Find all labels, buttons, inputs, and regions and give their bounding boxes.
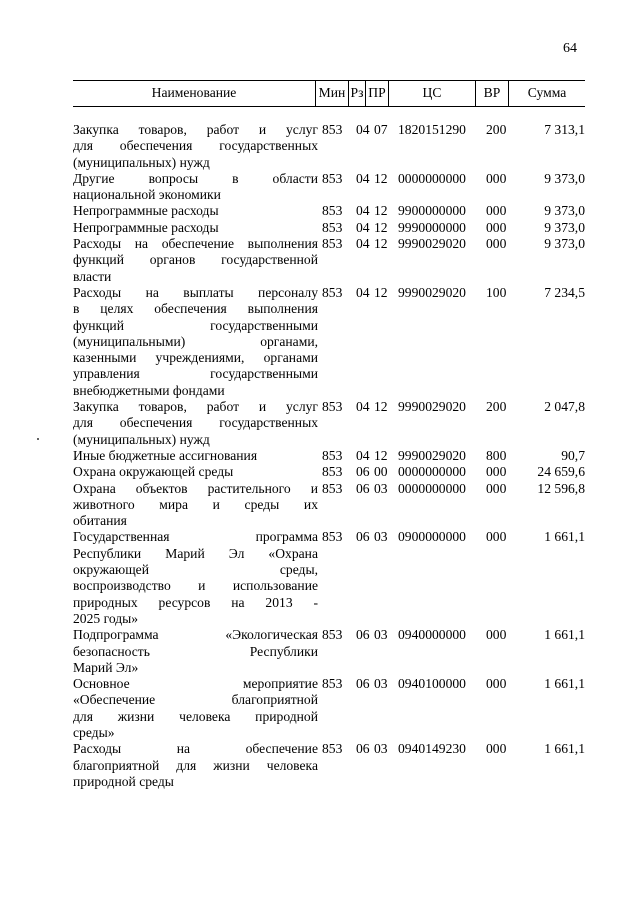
row-pr: 00 [374,464,388,480]
row-cs: 0000000000 [398,464,466,480]
header-vr: ВР [475,81,508,106]
row-name-line: власти [73,268,112,284]
table-row [73,676,585,741]
row-name-line: «Обеспечение благоприятной [73,692,318,708]
row-pr: 07 [374,122,388,137]
row-rz: 04 [356,203,370,219]
row-sum: 2 047,8 [544,399,585,415]
row-name-line: Охрана окружающей среды [73,464,234,480]
table-row [73,464,585,480]
row-pr: 12 [374,284,388,300]
row-name [73,399,318,448]
row-name-line: животного мира и среды их [73,496,318,512]
row-pr: 03 [374,676,388,692]
row-cs: 1820151290 [398,122,466,137]
row-name [73,285,318,399]
row-name-line: Марий Эл» [73,659,139,675]
row-sum: 9 373,0 [544,170,585,186]
row-rz: 04 [356,236,370,252]
row-name-line: воспроизводство и использование [73,578,318,594]
header-name: Наименование [151,85,237,101]
row-sum: 9 373,0 [544,219,585,235]
row-cs: 9990029020 [398,399,466,415]
row-vr: 200 [486,122,507,137]
row-sum: 9 373,0 [544,236,585,252]
row-name-line: управления государственными [73,366,318,382]
row-pr: 03 [374,741,388,757]
row-rz: 06 [356,529,370,545]
table-row [73,741,585,790]
row-sum: 1 661,1 [544,676,585,692]
table-row [73,203,585,219]
row-pr: 03 [374,529,388,545]
row-pr: 12 [374,219,388,235]
row-name-line: благоприятной для жизни человека [73,757,318,773]
row-name-line: функций органов государственной [73,252,318,268]
row-rz: 06 [356,741,370,757]
row-pr: 03 [374,627,388,643]
row-vr: 000 [486,219,507,235]
row-cs: 0940100000 [398,676,466,692]
table-header [73,80,585,107]
row-name [73,464,318,480]
row-cs: 0000000000 [398,170,466,186]
row-vr: 000 [486,480,507,496]
row-min: 853 [322,122,343,137]
row-cs: 9990029020 [398,447,466,463]
row-min: 853 [322,236,343,252]
table-row [73,220,585,236]
row-min: 853 [322,464,343,480]
row-name-line: национальной экономики [73,187,221,203]
row-name [73,481,318,530]
row-name-line: для обеспечения государственных [73,415,318,431]
table-row [73,171,585,204]
row-name-line: природной среды [73,773,174,789]
row-min: 853 [322,480,343,496]
table-row [73,448,585,464]
row-name-line: (муниципальными) органами, [73,333,318,349]
row-sum: 1 661,1 [544,627,585,643]
row-rz: 04 [356,399,370,415]
row-vr: 000 [486,627,507,643]
row-name-line: для жизни человека природной [73,708,318,724]
row-name-line: Расходы на обеспечение выполнения [73,236,318,252]
table-row [73,236,585,285]
row-sum: 12 596,8 [537,480,585,496]
table-body [73,122,585,790]
row-vr: 000 [486,529,507,545]
row-name [73,627,318,676]
header-sum: Сумма [508,81,585,106]
row-cs: 0900000000 [398,529,466,545]
row-cs: 0000000000 [398,480,466,496]
row-name-line: Охрана объектов растительного и [73,480,318,496]
row-cs: 0940149230 [398,741,466,757]
header-min: Мин [315,81,348,106]
row-sum: 9 373,0 [544,203,585,219]
table-row [73,122,585,171]
row-rz: 06 [356,627,370,643]
row-name [73,171,318,204]
row-name-line: природных ресурсов на 2013 - [73,594,318,610]
row-name-line: для обеспечения государственных [73,138,318,154]
row-name-line: Закупка товаров, работ и услуг [73,399,318,415]
row-vr: 000 [486,676,507,692]
row-rz: 04 [356,170,370,186]
row-name-line: Расходы на выплаты персоналу [73,284,318,300]
row-rz: 06 [356,464,370,480]
row-name-line: окружающей среды, [73,562,318,578]
row-rz: 06 [356,480,370,496]
row-cs: 9990029020 [398,284,466,300]
table-row [73,399,585,448]
row-name-line: Закупка товаров, работ и услуг [73,122,318,137]
row-vr: 200 [486,399,507,415]
row-name-line: Основное мероприятие [73,676,318,692]
row-name-line: в целях обеспечения выполнения [73,301,318,317]
row-name-line: Непрограммные расходы [73,203,219,219]
row-name-line: обитания [73,513,127,529]
row-name-line: Республики Марий Эл «Охрана [73,545,318,561]
table-row [73,481,585,530]
table-row [73,627,585,676]
row-pr: 12 [374,236,388,252]
row-cs: 9900000000 [398,203,466,219]
row-vr: 100 [486,284,507,300]
row-rz: 06 [356,676,370,692]
row-name [73,741,318,790]
row-name [73,122,318,171]
row-name-line: Непрограммные расходы [73,219,219,235]
header-cs: ЦС [388,81,475,106]
row-vr: 000 [486,464,507,480]
row-name-line: безопасность Республики [73,643,318,659]
row-pr: 03 [374,480,388,496]
table-row [73,285,585,399]
row-min: 853 [322,447,343,463]
header-rz: Рз [348,81,365,106]
header-pr: ПР [365,81,388,106]
row-name [73,448,318,464]
row-pr: 12 [374,203,388,219]
row-rz: 04 [356,447,370,463]
row-name-line: Государственная программа [73,529,318,545]
row-rz: 04 [356,122,370,137]
row-min: 853 [322,170,343,186]
row-rz: 04 [356,219,370,235]
row-sum: 1 661,1 [544,529,585,545]
row-name [73,203,318,219]
table-row [73,529,585,627]
row-name [73,220,318,236]
row-name [73,529,318,627]
row-sum: 24 659,6 [537,464,585,480]
row-min: 853 [322,676,343,692]
row-min: 853 [322,529,343,545]
row-sum: 7 313,1 [544,122,585,137]
row-name-line: (муниципальных) нужд [73,431,210,447]
row-vr: 000 [486,236,507,252]
row-cs: 9990000000 [398,219,466,235]
row-name-line: внебюджетными фондами [73,382,225,398]
row-sum: 7 234,5 [544,284,585,300]
scan-speck [37,438,39,440]
row-cs: 9990029020 [398,236,466,252]
row-sum: 1 661,1 [544,741,585,757]
page-number: 64 [563,41,577,56]
row-name [73,676,318,741]
row-pr: 12 [374,170,388,186]
row-name-line: 2025 годы» [73,610,139,626]
row-name-line: Подпрограмма «Экологическая [73,627,318,643]
row-vr: 000 [486,203,507,219]
row-name-line: (муниципальных) нужд [73,154,210,170]
row-min: 853 [322,741,343,757]
row-name-line: казенными учреждениями, органами [73,350,318,366]
row-vr: 000 [486,170,507,186]
row-rz: 04 [356,284,370,300]
row-name-line: Расходы на обеспечение [73,741,318,757]
row-name-line: среды» [73,724,115,740]
row-cs: 0940000000 [398,627,466,643]
row-pr: 12 [374,447,388,463]
row-name-line: Иные бюджетные ассигнования [73,447,258,463]
row-min: 853 [322,627,343,643]
row-min: 853 [322,399,343,415]
row-min: 853 [322,219,343,235]
row-sum: 90,7 [561,447,585,463]
row-min: 853 [322,284,343,300]
row-name-line: Другие вопросы в области [73,170,318,186]
row-vr: 800 [486,447,507,463]
row-name-line: функций государственными [73,317,318,333]
row-vr: 000 [486,741,507,757]
row-name [73,236,318,285]
row-pr: 12 [374,399,388,415]
row-min: 853 [322,203,343,219]
